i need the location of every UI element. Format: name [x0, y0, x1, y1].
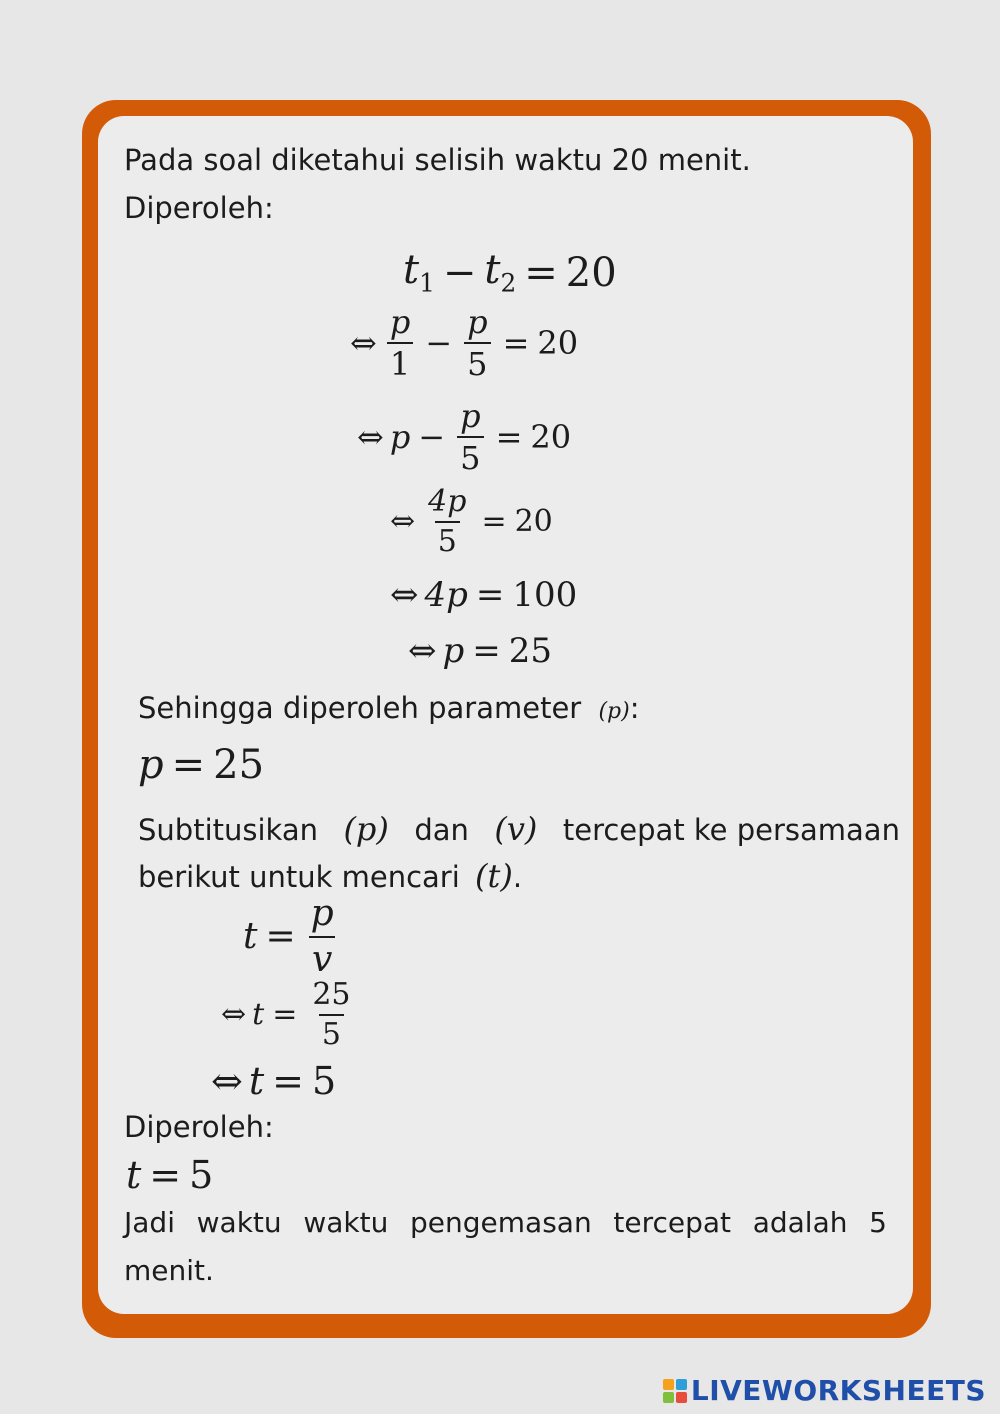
equation-3: ⇔ p − $\frac{p}{5}$ = 20	[357, 397, 572, 477]
diperoleh-label-2: Diperoleh:	[124, 1110, 274, 1144]
equation-1: $t_1$ − $t_2$ = 20	[403, 247, 617, 298]
equation-t-3: ⇔ t = 5	[211, 1059, 337, 1103]
equation-6: ⇔ p = 25	[408, 631, 553, 671]
conclusion-line-1: Jadi waktu waktu pengemasan tercepat adalah 5	[124, 1206, 887, 1239]
logo-square-4	[676, 1392, 687, 1403]
logo-mark-icon	[663, 1379, 687, 1403]
intro-text: Pada soal diketahui selisih waktu 20 menit.	[124, 143, 751, 177]
substitute-text-2: berikut untuk mencari (t).	[138, 857, 523, 895]
logo-square-2	[676, 1379, 687, 1390]
parameter-result: p = 25	[138, 742, 265, 788]
equation-t-2: ⇔ t = $\frac{25}{5}$	[221, 977, 351, 1052]
equation-4: ⇔ $\frac{4p}{5}$ = 20	[390, 484, 553, 559]
final-result: t = 5	[126, 1153, 214, 1197]
logo-text: LIVEWORKSHEETS	[690, 1374, 986, 1407]
diperoleh-label: Diperoleh:	[124, 191, 274, 225]
logo-square-1	[663, 1379, 674, 1390]
liveworksheets-logo	[663, 1374, 986, 1407]
conclusion-line-2: menit.	[124, 1254, 214, 1287]
substitute-text: Subtitusikan (p) dan (v) tercepat ke persamaan	[138, 810, 900, 848]
equation-2: ⇔ $\frac{p}{1}$ − $\frac{p}{5}$ = 20	[350, 303, 579, 383]
equation-5: ⇔ 4p = 100	[390, 575, 578, 615]
equation-t-1: t = $\frac{p}{v}$	[243, 893, 334, 980]
logo-square-3	[663, 1392, 674, 1403]
parameter-text: Sehingga diperoleh parameter (p):	[138, 691, 640, 725]
